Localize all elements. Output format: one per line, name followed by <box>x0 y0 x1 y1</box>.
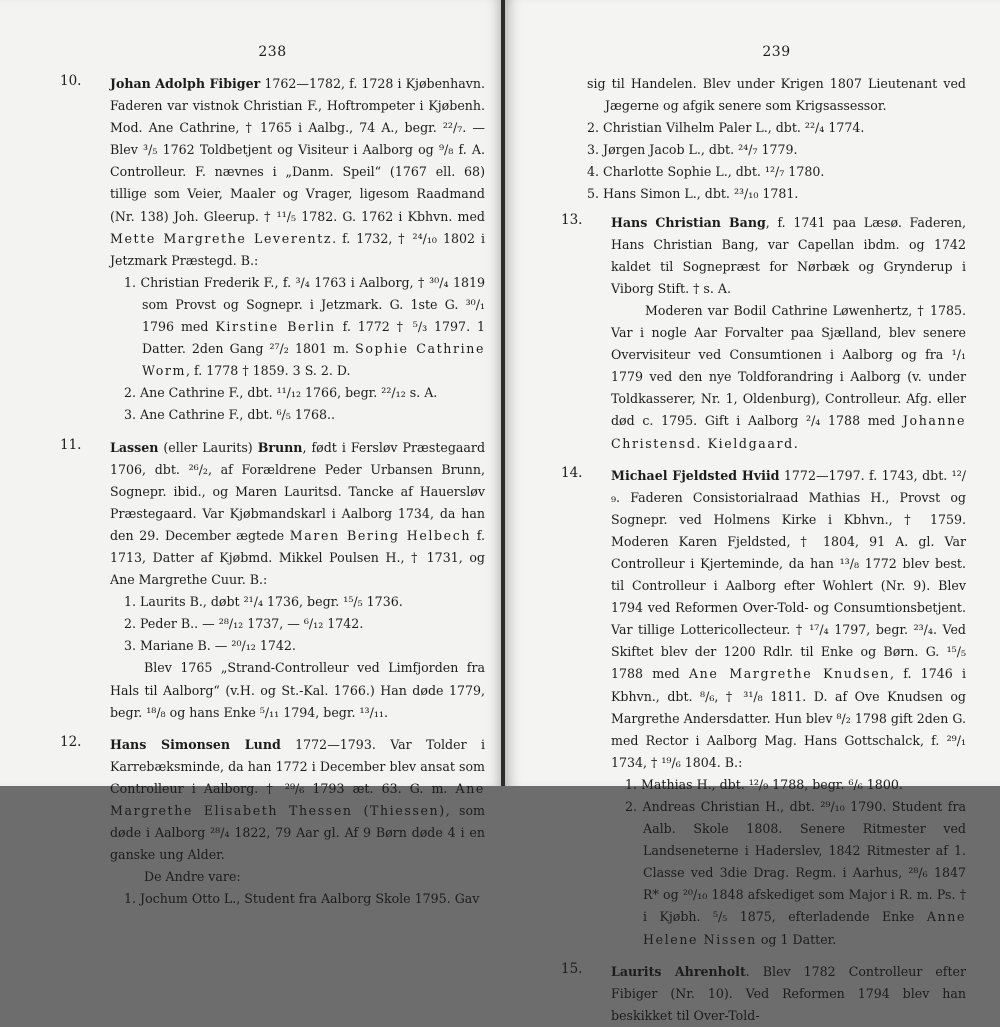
page-number: 239 <box>762 44 791 60</box>
others-heading: De Andre vare: <box>144 869 241 885</box>
entry-13 <box>561 212 966 455</box>
list-item: 5. Hans Simon L., dbt. ²³/₁₀ 1781. <box>587 186 799 202</box>
spouse-name: Kirstine Berlin <box>215 319 336 335</box>
entry-note: Blev 1765 „Strand-Controlleur ved Limfjorden fra Hals til Aalborg“ (v.H. og St.-Kal. 1766.) Han døde 1779, begr. ¹⁸/₈ og hans Enke ⁵/₁₁ 1794, begr. ¹³/₁₁. <box>110 660 485 720</box>
child-text: 2. Andreas Christian H., dbt. ²⁹/₁₀ 1790. Student fra Aalb. Skole 1808. Senere Ritmester ved Landseneterne i Haderslev, 1842 Ritmester af 1. Classe ved 3die Drag. Regm. i Aarhus, ²⁸/₆ 1847 R* og ²⁰/₁₀ 1848 afskediget som Major i R. m. Ps. † i Kjøbh. ⁵/₅ 1875, efterladende Enke <box>625 799 966 925</box>
children-list <box>625 774 966 951</box>
person-name: Michael Fjeldsted Hviid <box>611 467 780 483</box>
entry-text-part: (eller Laurits) <box>158 439 258 455</box>
entry-text <box>611 465 966 774</box>
entry-number: 15. <box>561 960 583 977</box>
page-number: 238 <box>258 44 287 60</box>
children-list <box>587 73 966 206</box>
entry-number: 12. <box>60 733 82 750</box>
entry-number: 10. <box>60 73 82 89</box>
entry-text-part: . <box>793 435 798 451</box>
list-item: 3. Mariane B. — ²⁰/₁₂ 1742. <box>124 638 296 654</box>
entry-text-part: , f. 1746 i Kbhvn., dbt. ⁸/₆, † ³¹/₈ 1811. D. af Ove Knudsen og Margrethe Andersdatter. Hun blev ⁸/₂ 1798 gift 2den G. med Rector i Aalborg Mag. Hans Gottschalck, f. ²⁹/₁ 1734, † ¹⁹/₆ 1804. B.: <box>611 666 966 770</box>
entry-text <box>611 300 966 455</box>
spouse-name: Anne Helene Nissen <box>643 909 966 947</box>
entry-text-part: , f. 1741 paa Læsø. Faderen, Hans Christian Bang, var Capellan ibdm. og 1742 kaldet til Sognepræst for Nørbæk og Grynderup i Viborg Stift. † s. A. <box>611 214 966 296</box>
entry-text <box>110 734 485 867</box>
person-name: Lassen <box>110 439 159 455</box>
entry-text-part: Moderen var Bodil Cathrine Løwenhertz, † 1785. Var i nogle Aar Forvalter paa Sjælland, blev senere Overvisiteur ved Consumtionen i Aalborg og fra ¹/₁ 1779 ved den nye Toldforandring i Aalborg (v. under Toldkasserer, Nr. 1, Oldenburg), Controlleur. Afg. eller død c. 1795. Gift i Aalborg ²/₄ 1788 med <box>611 302 966 429</box>
entry-number: 11. <box>60 436 82 453</box>
entry-11 <box>60 437 485 724</box>
entry-15 <box>561 961 966 1027</box>
entry-number: 13. <box>561 211 583 228</box>
person-name: Laurits Ahrenholt <box>611 963 746 979</box>
children-list <box>124 272 485 427</box>
spouse-name: Maren Bering Helbech <box>289 527 472 543</box>
list-item: sig til Handelen. Blev under Krigen 1807 Lieutenant ved Jægerne og afgik senere som Krigsassessor. <box>587 76 966 114</box>
entry-text <box>611 961 966 1027</box>
continued-list <box>587 73 966 206</box>
list-item: 2. Christian Vilhelm Paler L., dbt. ²²/₄ 1774. <box>587 120 865 136</box>
person-name: Hans Simonsen Lund <box>110 736 281 752</box>
entry-text-part: 1772—1793. Var Tolder i Karrebæksminde, da han 1772 i December blev ansat som Controlleur i Aalborg. † ²⁹/₆ 1793 æt. 63. G. m. <box>110 736 485 796</box>
entry-text-part: , født i Fersløv Præstegaard 1706, dbt. ²⁶/₂, af Forældrene Peder Urbansen Brunn, Sognepr. ibid., og Maren Lauritsd. Tancke af Hauersløv Præstegaard. Var Kjøbmandskarl i Aalborg 1734, da han den 29. December ægtede <box>110 439 486 543</box>
spouse-name: Sophie Cathrine Worm <box>142 341 486 379</box>
person-name: Hans Christian Bang <box>611 214 766 230</box>
child-text: og 1 Datter. <box>756 931 837 947</box>
entry-text <box>110 73 485 272</box>
entry-14 <box>561 465 966 951</box>
list-item: 1. Laurits B., døbt ²¹/₄ 1736, begr. ¹⁵/₅ 1736. <box>124 594 403 610</box>
children-list <box>124 591 485 657</box>
spouse-name: Ane Margrethe Knudsen <box>688 666 890 682</box>
child-text: , f. 1778 † 1859. 3 S. 2. D. <box>186 363 351 379</box>
list-item: 2. Ane Cathrine F., dbt. ¹¹/₁₂ 1766, begr. ²²/₁₂ s. A. <box>124 385 438 401</box>
entry-text-part: f. 1713, Datter af Kjøbmd. Mikkel Poulsen H., † 1731, og Ane Margrethe Cuur. B.: <box>110 527 485 588</box>
list-item <box>625 796 966 951</box>
entry-text-part: 1772—1797. f. 1743, dbt. ¹²/₉. Faderen Consistorialraad Mathias H., Provst og Sognepr. ved Holmens Kirke i Kbhvn., † 1759. Moderen Karen Fjeldsted, † 1804, 91 A. gl. Var Controlleur i Kjerteminde, da han ¹³/₈ 1772 blev best. til Controlleur i Aalborg efter Wohlert (Nr. 9). Blev 1794 ved Reformen Over-Told- og Consumtionsbetjent. Var tillige Lottericollecteur. † ¹⁷/₄ 1797, begr. ²³/₄. Ved Skiftet blev der 1200 Rdlr. til Enke og Børn. G. ¹⁵/₅ 1788 med <box>611 467 966 682</box>
entry-text-part: , som døde i Aalborg ²⁸/₄ 1822, 79 Aar gl. Af 9 Børn døde 4 i en ganske ung Alder. <box>110 803 485 863</box>
left-page <box>0 0 503 907</box>
entry-text-part: . Blev 1782 Controlleur efter Fibiger (Nr. 10). Ved Reformen 1794 blev han beskikket til Over-Told- <box>611 963 966 1023</box>
list-item <box>124 272 485 382</box>
list-item: 4. Charlotte Sophie L., dbt. ¹²/₇ 1780. <box>587 164 825 180</box>
person-name: Brunn <box>257 439 303 455</box>
entry-10 <box>60 73 485 427</box>
spouse-name: Johanne Christensd. Kieldgaard <box>611 413 966 451</box>
list-item: 3. Ane Cathrine F., dbt. ⁶/₅ 1768.. <box>124 407 335 423</box>
entry-text-part: 1762—1782, f. 1728 i Kjøbenhavn. Faderen var vistnok Christian F., Hoftrompeter i Kjøbenh. Mod. Ane Cathrine, † 1765 i Aalbg., 74 A., begr. ²²/₇. — Blev ³/₅ 1762 Toldbetjent og Visiteur i Aalborg og ⁹/₈ f. A. Controlleur. F. nævnes i „Danm. Speil“ (1767 ell. 68) tillige som Veier, Maaler og Vrager, ligesom Raadmand (Nr. 138) Joh. Gleerup. † ¹¹/₅ 1782. G. 1762 i Kbhvn. med <box>110 76 485 224</box>
child-text: f. 1772 † ⁵/₃ 1797. 1 Datter. 2den Gang ²⁷/₂ 1801 m. <box>142 319 485 357</box>
entry-text <box>611 212 966 300</box>
spouse-name: Mette Margrethe Leverentz <box>110 230 333 246</box>
entry-12 <box>60 734 485 911</box>
person-name: Johan Adolph Fibiger <box>110 76 261 91</box>
entry-text-part: . f. 1732, † ²⁴/₁₀ 1802 i Jetzmark Præstegd. B.: <box>110 230 485 268</box>
list-item: 1. Mathias H., dbt. ¹²/₉ 1788, begr. ⁶/₆ 1800. <box>625 776 903 792</box>
right-page <box>505 0 1000 1023</box>
spouse-name: Ane Margrethe Elisabeth Thessen (Thiessen) <box>110 780 485 818</box>
entry-text <box>110 437 485 592</box>
children-list <box>124 888 485 910</box>
child-text: 1. Christian Frederik F., f. ³/₄ 1763 i Aalborg, † ³⁰/₄ 1819 som Provst og Sognepr. i Jetzmark. G. 1ste G. ³⁰/₁ 1796 med <box>124 274 485 335</box>
list-item: 3. Jørgen Jacob L., dbt. ²⁴/₇ 1779. <box>587 142 798 158</box>
list-item: 1. Jochum Otto L., Student fra Aalborg Skole 1795. Gav <box>124 891 480 907</box>
list-item: 2. Peder B.. — ²⁸/₁₂ 1737, — ⁶/₁₂ 1742. <box>124 616 364 632</box>
entry-number: 14. <box>561 464 583 481</box>
